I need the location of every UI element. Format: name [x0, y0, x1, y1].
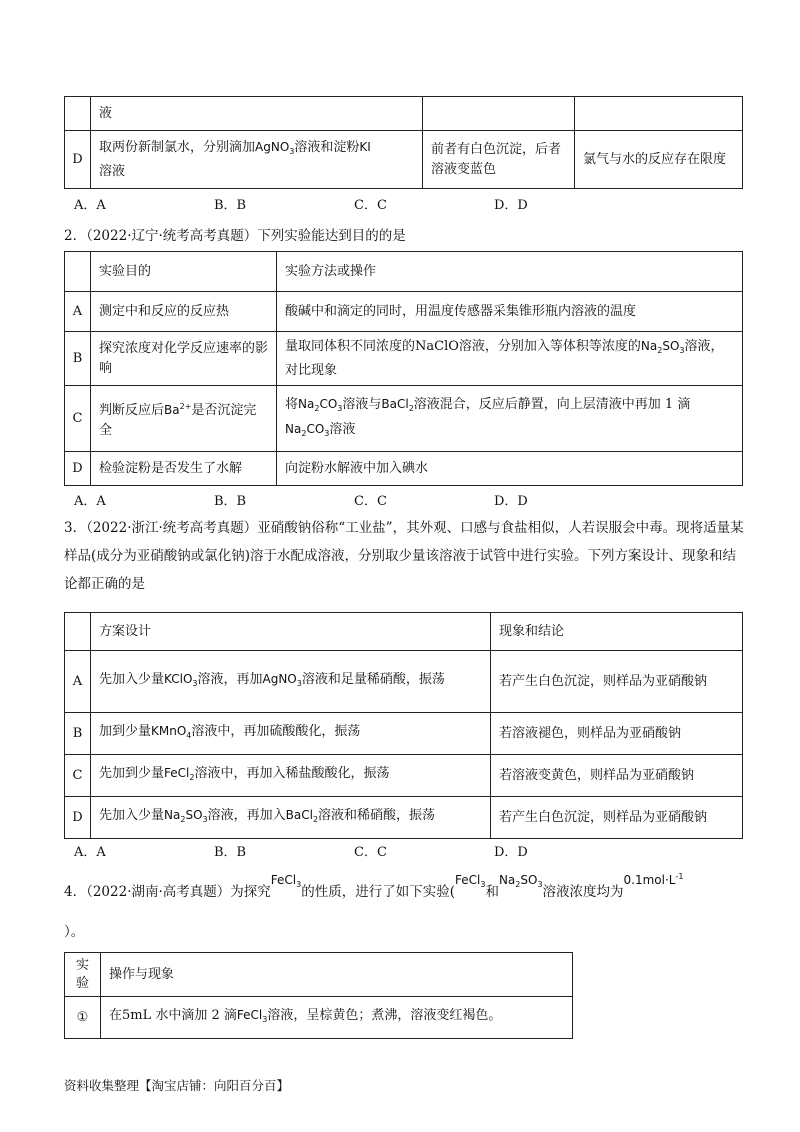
table-row: 方案设计 现象和结论	[65, 613, 743, 651]
q1-options	[74, 194, 634, 213]
q4-table	[64, 952, 573, 1039]
table-row	[65, 97, 743, 131]
q3-stem: 3．（2022·浙江·统考高考真题）亚硝酸钠俗称“工业盐”，其外观、口感与食盐相似，人若误服会中毒。现将适量某样品(成分为亚硝酸钠或氯化钠)溶于水配成溶液，分别取少量该溶液于试管中进行实验。下列方案设计、现象和结论都正确的是	[64, 520, 744, 592]
q2-table	[64, 251, 743, 486]
table-row: B 加到少量KMnO$_4$溶液中，再加硫酸酸化，振荡 若溶液褪色，则样品为亚硝酸钠	[65, 713, 743, 755]
q4-stem-tail: ）。	[64, 924, 85, 940]
cell: 氯气与水的反应存在限度	[575, 131, 743, 189]
q2-options: A．A B．B C．C D．D	[74, 494, 528, 509]
table-row	[65, 252, 743, 292]
row-label: D	[65, 131, 91, 189]
option-b: B．B	[214, 198, 247, 213]
q1-table	[64, 96, 743, 189]
cell: 前者有白色沉淀，后者溶液变蓝色	[423, 131, 575, 189]
table-row: C 判断反应后$Ba^{2+}$是否沉淀完全 将$Na_2CO_3$溶液与BaCl$_2$溶液混合，反应后静置，向上层清液中再加 1 滴 $Na_2CO_3$溶液	[65, 386, 743, 452]
table-row: ① 在5mL 水中滴加 2 滴FeCl$_3$溶液，呈棕黄色；煮沸，溶液变红褐色。	[65, 997, 573, 1039]
q4-stem: 4．（2022·湖南·高考真题）为探究FeCl$_3$的性质，进行了如下实验(FeCl$_3$和$Na_2SO_3$溶液浓度均为$0.1mol\cdot L^{-1}$	[64, 872, 684, 900]
table-row: A 测定中和反应的反应热 酸碱中和滴定的同时，用温度传感器采集锥形瓶内溶液的温度	[65, 292, 743, 332]
cell: 液	[91, 97, 423, 131]
table-row: D 检验淀粉是否发生了水解 向淀粉水解液中加入碘水	[65, 452, 743, 486]
header-cell: 实验方法或操作	[277, 252, 743, 292]
header-cell: 实验目的	[91, 252, 277, 292]
cell: 取两份新制氯水，分别滴加AgNO$_3$溶液和淀粉KI 溶液	[91, 131, 423, 189]
option-c: C．C	[354, 198, 387, 213]
table-row: B 探究浓度对化学反应速率的影响 量取同体积不同浓度的NaClO溶液，分别加入等体积等浓度的$Na_2SO_3$溶液，对比现象	[65, 332, 743, 386]
table-row	[65, 131, 743, 189]
q2-stem: 2．（2022·辽宁·统考高考真题）下列实验能达到目的的是	[64, 228, 406, 244]
footer-note: 资料收集整理【淘宝店铺：向阳百分百】	[64, 1078, 290, 1093]
table-row: A 先加入少量KClO$_3$溶液，再加AgNO$_3$溶液和足量稀硝酸，振荡 若产生白色沉淀，则样品为亚硝酸钠	[65, 651, 743, 713]
table-row: C 先加到少量FeCl$_2$溶液中，再加入稀盐酸酸化，振荡 若溶液变黄色，则样品为亚硝酸钠	[65, 755, 743, 797]
option-d: D．D	[494, 198, 528, 213]
table-row: 实验 操作与现象	[65, 953, 573, 997]
q3-options: A．A B．B C．C D．D	[74, 845, 528, 860]
q3-table	[64, 612, 743, 839]
table-row: D 先加入少量$Na_2SO_3$溶液，再加入BaCl$_2$溶液和稀硝酸，振荡 若产生白色沉淀，则样品为亚硝酸钠	[65, 797, 743, 839]
option-a: A．A	[74, 198, 106, 213]
